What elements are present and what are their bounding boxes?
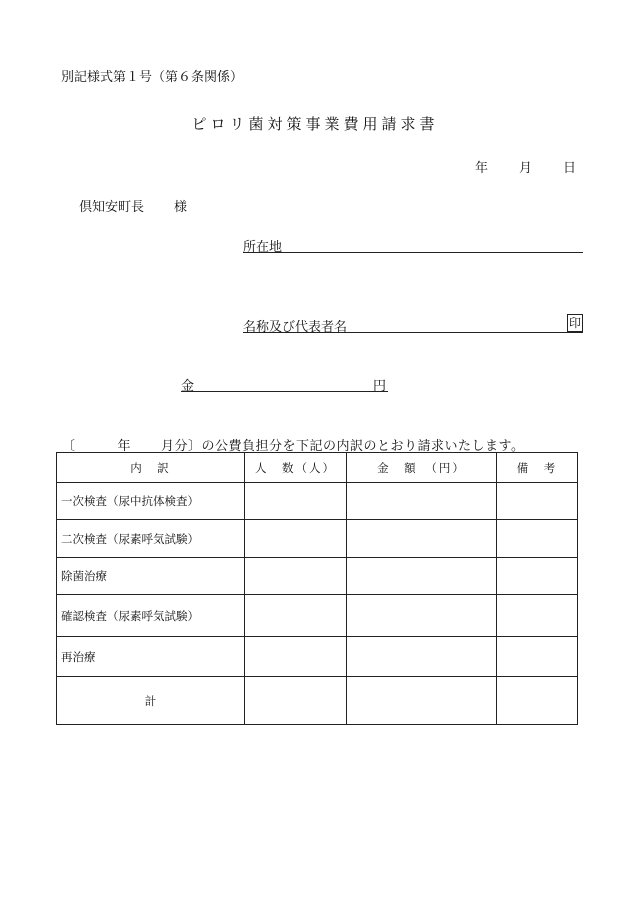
row-amount-cell[interactable] xyxy=(347,520,497,558)
addressee-honorific: 様 xyxy=(174,200,188,215)
amount-label: 金 xyxy=(181,379,195,394)
date-month-label: 月 xyxy=(519,161,533,176)
seal-mark: 印 xyxy=(568,316,581,330)
table-header-row xyxy=(57,453,578,483)
row-item: 確認検査（尿素呼気試験） xyxy=(57,595,245,637)
statement-year: 年 xyxy=(117,439,132,454)
row-people-cell[interactable] xyxy=(245,558,347,595)
row-amount-cell[interactable] xyxy=(347,483,497,520)
statement-month-part: 月分〕の公費負担分を下記の内訳のとおり請求いたします。 xyxy=(161,439,525,454)
address-field[interactable] xyxy=(243,236,583,253)
address-label: 所在地 xyxy=(243,240,283,255)
amount-unit: 円 xyxy=(372,379,386,394)
header-people: 人 数（人） xyxy=(245,453,347,483)
addressee xyxy=(79,196,187,215)
table-row xyxy=(57,637,578,677)
total-row xyxy=(57,677,578,725)
row-amount-cell[interactable] xyxy=(347,595,497,637)
row-people-cell[interactable] xyxy=(245,637,347,677)
row-notes-cell[interactable] xyxy=(497,520,578,558)
header-amount: 金 額 （円） xyxy=(347,453,497,483)
table-row xyxy=(57,483,578,520)
form-number: 別記様式第１号（第６条関係） xyxy=(61,70,244,85)
row-item: 一次検査（尿中抗体検査） xyxy=(57,483,245,520)
row-people-cell[interactable] xyxy=(245,483,347,520)
name-representative-label: 名称及び代表者名 xyxy=(243,320,348,335)
table-row xyxy=(57,558,578,595)
date-day-label: 日 xyxy=(563,161,577,176)
table-row xyxy=(57,595,578,637)
total-label: 計 xyxy=(57,677,245,725)
row-notes-cell[interactable] xyxy=(497,637,578,677)
breakdown-table xyxy=(56,452,578,725)
document-title: ピロリ菌対策事業費用請求書 xyxy=(191,115,439,133)
date-year-label: 年 xyxy=(475,161,489,176)
row-notes-cell[interactable] xyxy=(497,483,578,520)
total-amount-cell[interactable] xyxy=(347,677,497,725)
statement-bracket: 〔 xyxy=(62,439,76,454)
row-notes-cell[interactable] xyxy=(497,558,578,595)
row-notes-cell[interactable] xyxy=(497,595,578,637)
row-amount-cell[interactable] xyxy=(347,558,497,595)
row-item: 再治療 xyxy=(57,637,245,677)
row-amount-cell[interactable] xyxy=(347,637,497,677)
addressee-name: 倶知安町長 xyxy=(79,200,145,215)
header-notes: 備 考 xyxy=(497,453,578,483)
total-notes-cell[interactable] xyxy=(497,677,578,725)
row-people-cell[interactable] xyxy=(245,595,347,637)
header-item: 内 訳 xyxy=(57,453,245,483)
row-item: 除菌治療 xyxy=(57,558,245,595)
name-representative-field[interactable] xyxy=(243,316,583,333)
row-item: 二次検査（尿素呼気試験） xyxy=(57,520,245,558)
row-people-cell[interactable] xyxy=(245,520,347,558)
total-people-cell[interactable] xyxy=(245,677,347,725)
table-row xyxy=(57,520,578,558)
amount-field[interactable] xyxy=(181,375,388,392)
